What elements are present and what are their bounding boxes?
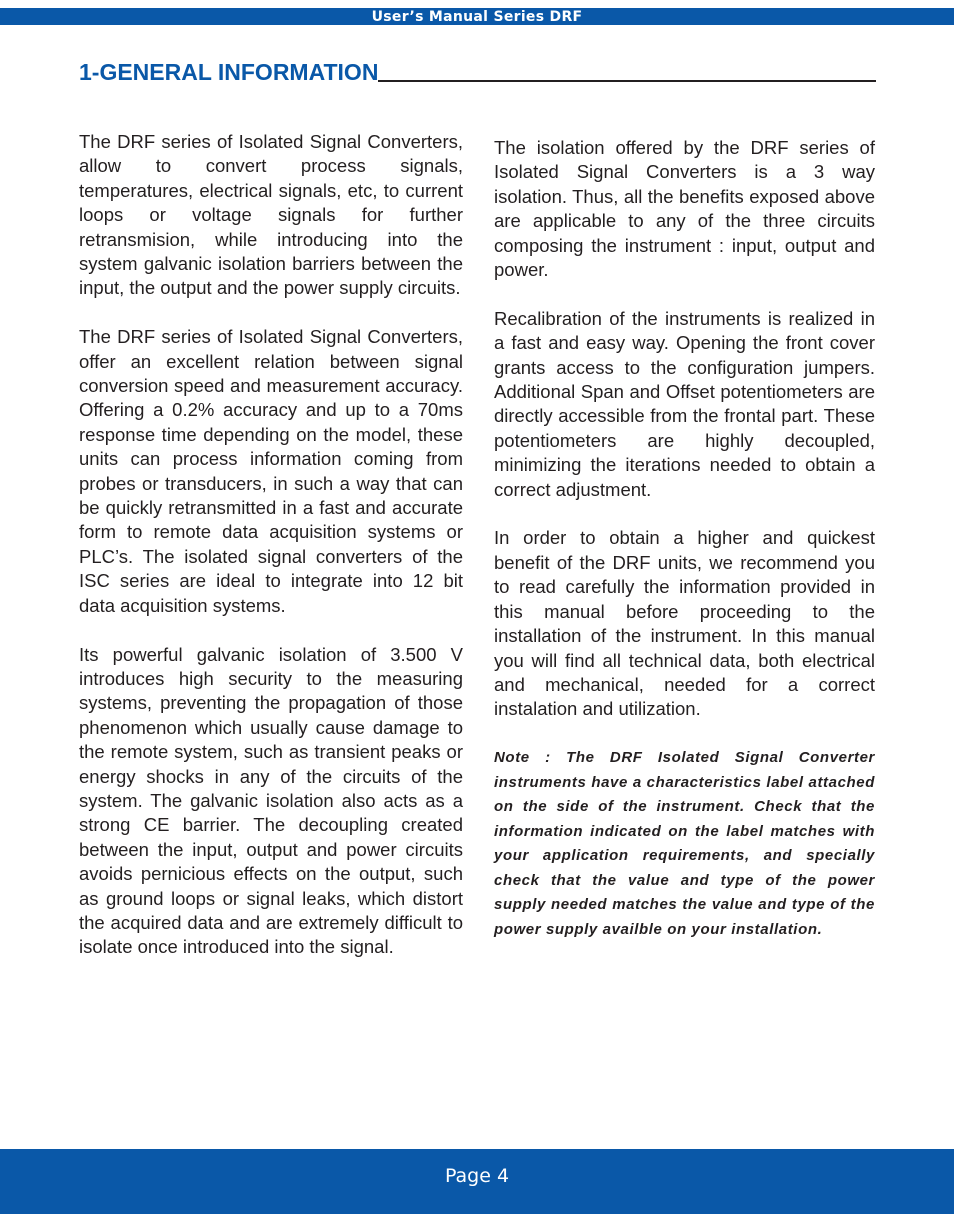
section-title: 1-GENERAL INFORMATION [79, 59, 379, 85]
right-column [494, 136, 875, 967]
manual-title: User’s Manual Series DRF [371, 9, 583, 25]
header-bar [0, 8, 954, 25]
footer-bar [0, 1149, 954, 1214]
page-number: Page 4 [444, 1165, 510, 1187]
left-column [79, 130, 463, 984]
installation-note: Note : The DRF Isolated Signal Converter instruments have a characteristics label attached on the side of the instrument. Check that the information indicated on the label matches with your application requirements, and specially check that the value and type of the power supply needed matches the value and type of the power supply availble on your installation. [494, 749, 875, 938]
paragraph: The DRF series of Isolated Signal Converters, offer an excellent relation between signal conversion speed and measurement accuracy. Offering a 0.2% accuracy and up to a 70ms response time depending on the model, these units can process information coming from probes or transducers, in such a way that can be quickly retransmitted in a fast and accurate form to remote data acquisition systems or PLC’s. The isolated signal converters of the ISC series are ideal to integrate into 12 bit data acquisition systems. [79, 326, 463, 616]
paragraph: Recalibration of the instruments is realized in a fast and easy way. Opening the front cover grants access to the configuration jumpers. Additional Span and Offset potentiometers are directly accessible from the frontal part. These potentiometers are highly decoupled, minimizing the iterations needed to obtain a correct adjustment. [494, 307, 875, 500]
paragraph: The isolation offered by the DRF series of Isolated Signal Converters is a 3 way isolation. Thus, all the benefits exposed above are applicable to any of the three circuits composing the instrument : input, output and power. [494, 137, 875, 281]
section-heading [79, 56, 876, 86]
paragraph: In order to obtain a higher and quickest benefit of the DRF units, we recommend you to read carefully the information provided in this manual before proceeding to the installation of the instrument. In this manual you will find all technical data, both electrical and mechanical, needed for a correct instalation and utilization. [494, 527, 875, 720]
heading-underline [378, 80, 876, 82]
paragraph: The DRF series of Isolated Signal Converters, allow to convert process signals, temperatures, electrical signals, etc, to current loops or voltage signals for further retransmision, while introducing into the system galvanic isolation barriers between the input, the output and the power supply circuits. [79, 131, 463, 299]
paragraph: Its powerful galvanic isolation of 3.500 V introduces high security to the measuring systems, preventing the propagation of those phenomenon which usually cause damage to the remote system, such as transient peaks or energy shocks in any of the circuits of the system. The galvanic isolation also acts as a strong CE barrier. The decoupling created between the input, output and power circuits avoids pernicious effects on the output, such as ground loops or signal leaks, which distort the acquired data and are extremely difficult to isolate once introduced into the signal. [79, 643, 463, 958]
